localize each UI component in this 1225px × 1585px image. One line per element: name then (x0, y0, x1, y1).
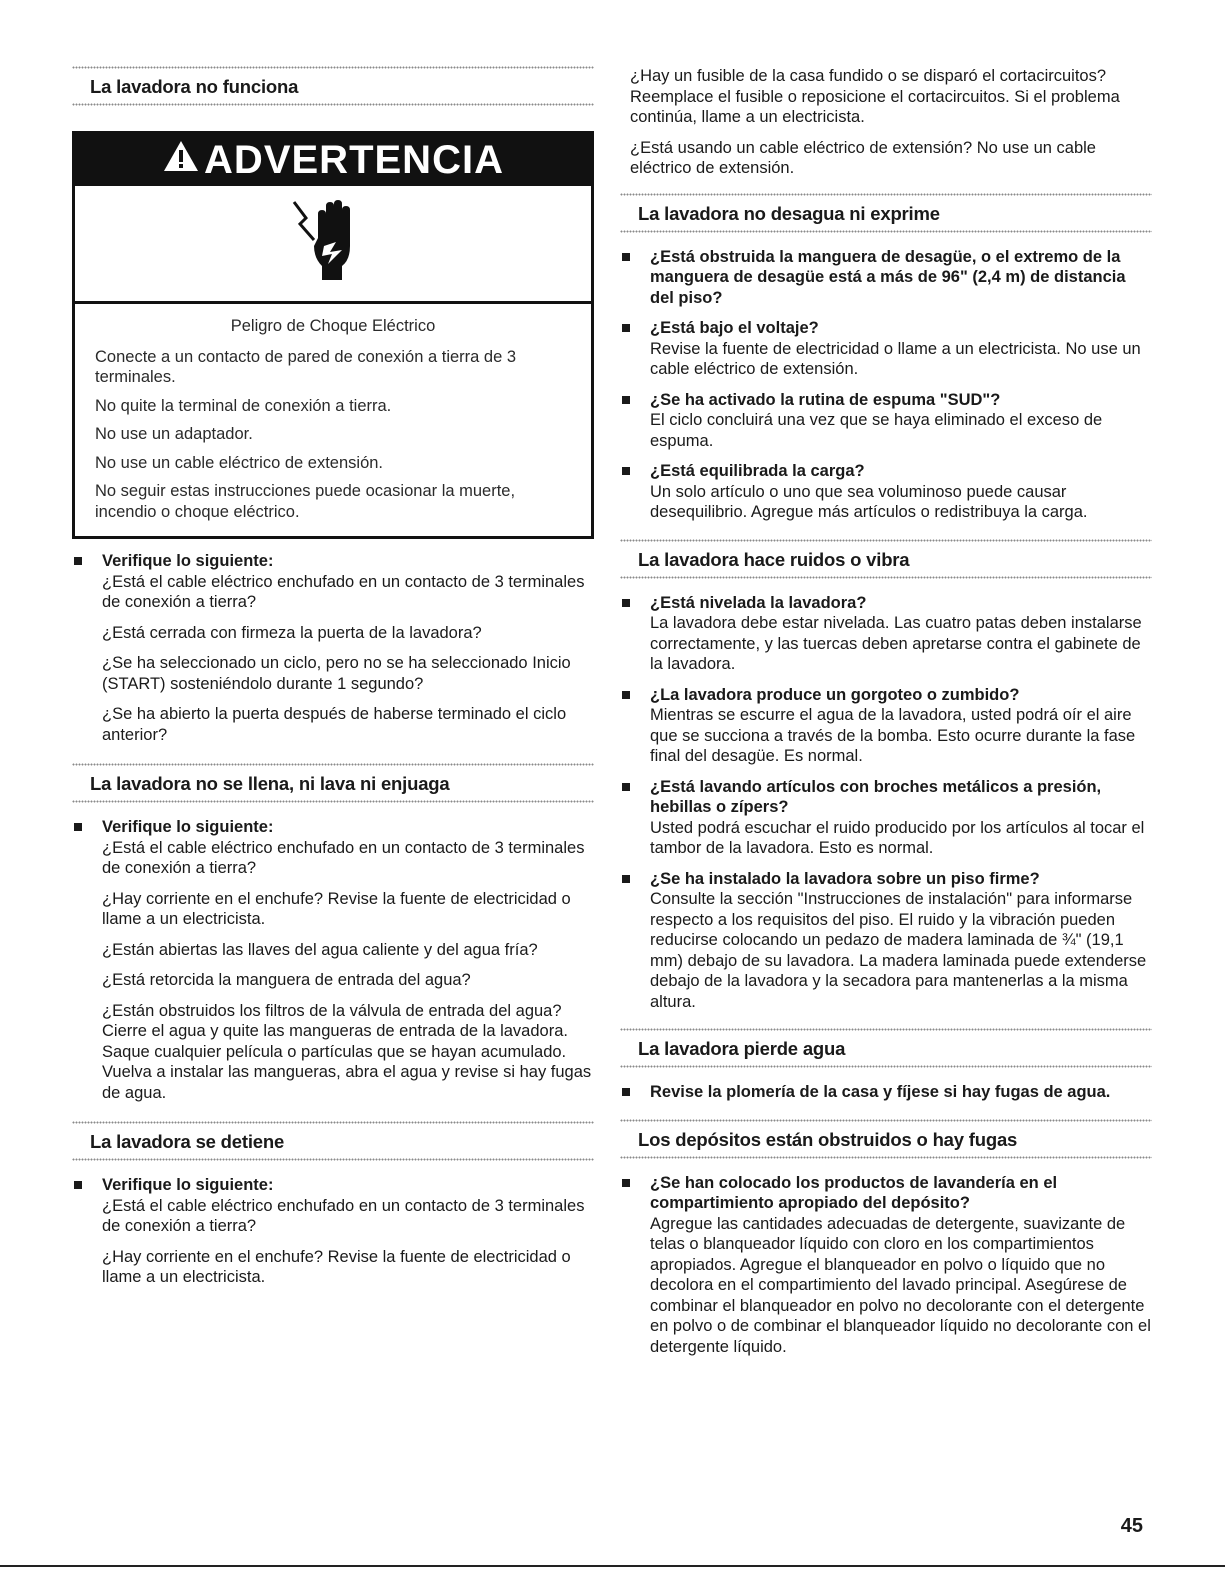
answer: ¿Está el cable eléctrico enchufado en un contacto de 3 terminales de conexión a tierra? (102, 572, 585, 611)
section-header (72, 1121, 594, 1161)
answer: ¿Están obstruidos los filtros de la válvula de entrada del agua? Cierre el agua y quite las mangueras de entrada de la lavadora. Saque cualquier película o partículas que se hayan acumulado. Vuelva a instalar las mangueras, abra el agua y revise si hay fugas de agua. (102, 1001, 592, 1102)
list-item (620, 1173, 1152, 1358)
square-bullet-icon (74, 823, 82, 831)
list-item (72, 551, 594, 745)
list-item (620, 593, 1152, 675)
square-bullet-icon (622, 324, 630, 332)
square-bullet-icon (622, 875, 630, 883)
section-title: La lavadora no se llena, ni lava ni enjuaga (90, 773, 450, 794)
question: ¿Está equilibrada la carga? (650, 462, 865, 480)
question: ¿La lavadora produce un gorgoteo o zumbido? (650, 685, 1020, 704)
section-header (620, 539, 1152, 579)
square-bullet-icon (622, 1179, 630, 1187)
answer: ¿Se ha seleccionado un ciclo, pero no se ha seleccionado Inicio (START) sosteniéndolo durante 1 segundo? (102, 654, 571, 693)
list-item (620, 685, 1152, 767)
section-title: La lavadora se detiene (90, 1131, 285, 1152)
answer: ¿Se ha abierto la puerta después de haberse terminado el ciclo anterior? (102, 705, 567, 744)
square-bullet-icon (622, 253, 630, 261)
list-item (620, 247, 1152, 309)
answer: La lavadora debe estar nivelada. Las cuatro patas deben instalarse correctamente, y las tuercas deben apretarse contra el gabinete de la lavadora. (650, 614, 1142, 673)
warning-triangle-icon (162, 138, 200, 183)
page-number: 45 (1120, 1515, 1143, 1537)
section-title: La lavadora no desagua ni exprime (638, 202, 940, 224)
question: ¿Está lavando artículos con broches metálicos a presión, hebillas o zípers? (650, 777, 1102, 816)
list-item (72, 1175, 594, 1288)
warning-subtitle: Peligro de Choque Eléctrico (230, 317, 436, 335)
bottom-rule (0, 1565, 1225, 1567)
question: Verifique lo siguiente: (102, 818, 274, 836)
question: ¿Se han colocado los productos de lavandería en el compartimiento apropiado del depósito? (650, 1173, 1058, 1212)
warning-body (75, 304, 591, 536)
warning-title: ADVERTENCIA (204, 137, 504, 182)
square-bullet-icon (622, 467, 630, 475)
square-bullet-icon (622, 396, 630, 404)
square-bullet-icon (622, 783, 630, 791)
answer: ¿Hay corriente en el enchufe? Revise la fuente de electricidad o llame a un electricista. (102, 889, 571, 928)
question: ¿Se ha instalado la lavadora sobre un piso firme? (650, 869, 1040, 888)
right-column (620, 66, 1152, 1367)
answer: Consulte la sección "Instrucciones de instalación" para informarse respecto a los requisitos del piso. El ruido y la vibración pueden reducirse colocando un pedazo de madera laminada de ¾" (19,1 mm) debajo de su lavadora. La madera laminada puede extenderse debajo de la lavadora y la secadora para mantenerlas a la misma altura. (650, 890, 1147, 1011)
paragraph: ¿Hay un fusible de la casa fundido o se disparó el cortacircuitos? Reemplace el fusible o reposicione el cortacircuitos. Si el problema continúa, llame a un electricista. (630, 67, 1120, 126)
warning-line: No seguir estas instrucciones puede ocasionar la muerte, incendio o choque eléctrico. (95, 482, 516, 521)
square-bullet-icon (622, 691, 630, 699)
question: ¿Está obstruida la manguera de desagüe, o el extremo de la manguera de desagüe está a más de 96" (2,4 m) de distancia del piso? (650, 247, 1126, 307)
section-title: La lavadora pierde agua (638, 1038, 846, 1059)
answer: El ciclo concluirá una vez que se haya eliminado el exceso de espuma. (650, 411, 1103, 450)
answer: Un solo artículo o uno que sea voluminoso puede causar desequilibrio. Agregue más artículos o redistribuya la carga. (650, 482, 1088, 521)
electric-shock-hand-icon (75, 186, 591, 304)
section-title: Los depósitos están obstruidos o hay fugas (638, 1128, 1018, 1150)
question: Verifique lo siguiente: (102, 552, 274, 570)
list-item (620, 1082, 1152, 1103)
question: Verifique lo siguiente: (102, 1176, 274, 1194)
paragraph: ¿Está usando un cable eléctrico de extensión? No use un cable eléctrico de extensión. (630, 138, 1096, 177)
square-bullet-icon (74, 1181, 82, 1189)
warning-box (72, 131, 594, 539)
warning-line: Conecte a un contacto de pared de conexión a tierra de 3 terminales. (95, 347, 517, 386)
section-header (620, 1028, 1152, 1068)
list-item (620, 390, 1152, 452)
warning-header (75, 134, 591, 186)
answer: ¿Está el cable eléctrico enchufado en un contacto de 3 terminales de conexión a tierra? (102, 838, 585, 877)
list-item (72, 817, 594, 1103)
list-item (620, 869, 1152, 1013)
square-bullet-icon (622, 599, 630, 607)
list-item (620, 318, 1152, 380)
answer: ¿Está retorcida la manguera de entrada del agua? (102, 971, 471, 989)
list-item (620, 777, 1152, 859)
warning-line: No use un cable eléctrico de extensión. (95, 453, 384, 472)
section-header (72, 66, 594, 106)
answer: ¿Está cerrada con firmeza la puerta de la lavadora? (102, 623, 482, 642)
square-bullet-icon (622, 1088, 630, 1096)
list-item (620, 461, 1152, 523)
question: ¿Está bajo el voltaje? (650, 319, 819, 337)
square-bullet-icon (74, 557, 82, 565)
question: Revise la plomería de la casa y fíjese si hay fugas de agua. (650, 1083, 1111, 1101)
question: ¿Se ha activado la rutina de espuma "SUD"? (650, 390, 1001, 409)
section-header (620, 193, 1152, 233)
answer: Usted podrá escuchar el ruido producido por los artículos al tocar el tambor de la lavadora. Esto es normal. (650, 818, 1145, 857)
section-title: La lavadora no funciona (90, 76, 299, 97)
warning-line: No use un adaptador. (95, 425, 253, 443)
section-header (72, 763, 594, 803)
answer: Revise la fuente de electricidad o llame a un electricista. No use un cable eléctrico de extensión. (650, 339, 1141, 378)
warning-line: No quite la terminal de conexión a tierra. (95, 396, 392, 415)
left-column (72, 66, 594, 1298)
section-title: La lavadora hace ruidos o vibra (638, 548, 910, 570)
answer: Mientras se escurre el agua de la lavadora, usted podrá oír el aire que se succiona a través de la bomba. Esto ocurre durante la fase final del desagüe. Es normal. (650, 706, 1136, 765)
answer: ¿Está el cable eléctrico enchufado en un contacto de 3 terminales de conexión a tierra? (102, 1196, 585, 1235)
answer: ¿Hay corriente en el enchufe? Revise la fuente de electricidad o llame a un electricista. (102, 1247, 571, 1286)
question: ¿Está nivelada la lavadora? (650, 593, 867, 612)
answer: Agregue las cantidades adecuadas de detergente, suavizante de telas o blanqueador líquido con cloro en los compartimientos apropiados. Agregue el blanqueador en polvo o líquido que no decolora en el compartimiento del lavado principal. Asegúrese de combinar el blanqueador en polvo no decolorante con el detergente en polvo o de combinar el blanqueador líquido no decolorante con el detergente líquido. (650, 1214, 1151, 1356)
section-header (620, 1119, 1152, 1159)
answer: ¿Están abiertas las llaves del agua caliente y del agua fría? (102, 940, 538, 959)
